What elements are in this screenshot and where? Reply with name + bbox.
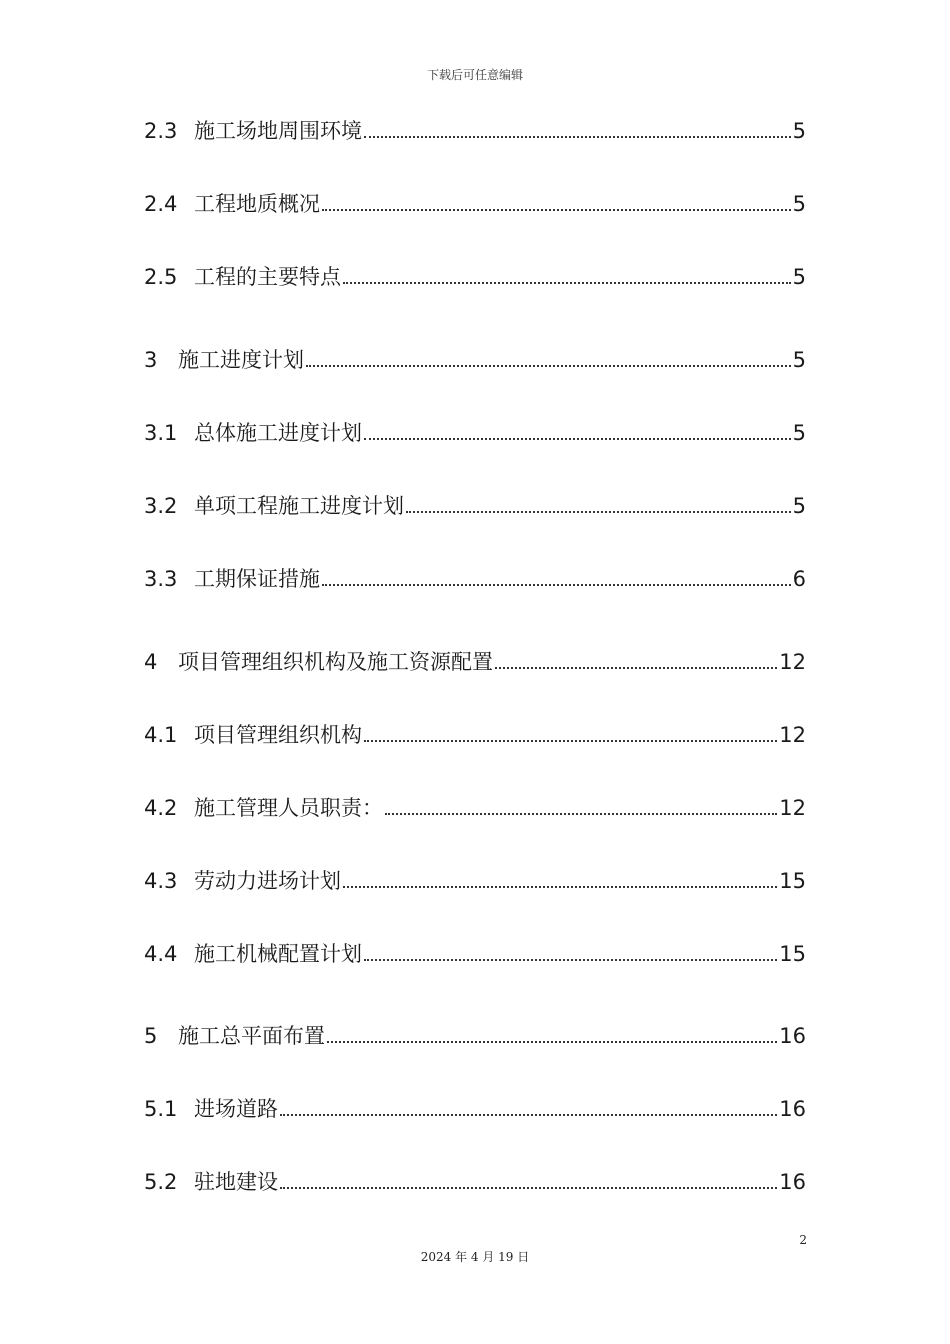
toc-dot-leader xyxy=(406,510,791,513)
toc-entry[interactable] xyxy=(144,116,806,146)
toc-entry-number: 4.4 xyxy=(144,942,178,966)
toc-entry[interactable] xyxy=(144,564,806,594)
toc-entry-title: 单项工程施工进度计划 xyxy=(194,494,404,518)
toc-entry-title: 施工管理人员职责： xyxy=(194,796,383,820)
toc-entry-page: 16 xyxy=(779,1170,806,1194)
toc-entry-number: 2.3 xyxy=(144,119,178,143)
toc-dot-leader xyxy=(364,135,791,138)
toc-entry[interactable] xyxy=(144,939,806,969)
footer-date: 2024 年 4 月 19 日 xyxy=(420,1250,530,1264)
toc-entry[interactable] xyxy=(144,1021,806,1051)
toc-entry-page: 15 xyxy=(779,942,806,966)
toc-entry-number: 4.1 xyxy=(144,723,178,747)
toc-entry-number: 2.4 xyxy=(144,192,178,216)
toc-entry[interactable] xyxy=(144,262,806,292)
toc-entry-page: 5 xyxy=(792,348,806,372)
toc-entry-number: 4.3 xyxy=(144,869,178,893)
toc-entry-number: 2.5 xyxy=(144,265,178,289)
toc-dot-leader xyxy=(322,583,791,586)
toc-entry-page: 5 xyxy=(792,119,806,143)
toc-entry-number: 5.1 xyxy=(144,1097,178,1121)
toc-dot-leader xyxy=(495,666,777,669)
toc-entry-page: 5 xyxy=(792,494,806,518)
toc-entry-title: 工程地质概况 xyxy=(194,192,320,216)
toc-entry-number: 5.2 xyxy=(144,1170,178,1194)
toc-entry-title: 施工机械配置计划 xyxy=(194,942,362,966)
toc-entry-title: 施工进度计划 xyxy=(178,348,304,372)
toc-entry-title: 项目管理组织机构 xyxy=(194,723,362,747)
toc-entry-title: 施工总平面布置 xyxy=(178,1024,325,1048)
toc-dot-leader xyxy=(343,885,777,888)
toc-entry-number: 3.3 xyxy=(144,567,178,591)
toc-entry-page: 5 xyxy=(792,421,806,445)
toc-dot-leader xyxy=(280,1113,777,1116)
toc-entry[interactable] xyxy=(144,189,806,219)
toc-entry-page: 16 xyxy=(779,1097,806,1121)
toc-entry-page: 12 xyxy=(779,650,806,674)
toc-dot-leader xyxy=(343,281,791,284)
toc-dot-leader xyxy=(327,1040,777,1043)
toc-entry[interactable] xyxy=(144,1167,806,1197)
toc-entry[interactable] xyxy=(144,866,806,896)
toc-dot-leader xyxy=(385,812,777,815)
toc-dot-leader xyxy=(306,364,791,367)
page-header: 下载后可任意编辑 xyxy=(426,68,523,82)
toc-entry-number: 4 xyxy=(144,650,158,674)
toc-entry-number: 5 xyxy=(144,1024,158,1048)
toc-dot-leader xyxy=(322,208,791,211)
toc-entry[interactable] xyxy=(144,793,806,823)
toc-entry[interactable] xyxy=(144,1094,806,1124)
toc-entry-page: 15 xyxy=(779,869,806,893)
toc-entry-page: 12 xyxy=(779,723,806,747)
toc-dot-leader xyxy=(280,1186,777,1189)
toc-entry-page: 5 xyxy=(792,192,806,216)
toc-entry[interactable] xyxy=(144,720,806,750)
toc-entry-number: 3.1 xyxy=(144,421,178,445)
toc-entry-title: 总体施工进度计划 xyxy=(194,421,362,445)
toc-entry-page: 16 xyxy=(779,1024,806,1048)
toc-dot-leader xyxy=(364,437,791,440)
toc-entry-page: 12 xyxy=(779,796,806,820)
toc-entry-number: 3 xyxy=(144,348,158,372)
toc-entry-title: 劳动力进场计划 xyxy=(194,869,341,893)
toc-entry[interactable] xyxy=(144,418,806,448)
toc-entry-title: 工程的主要特点 xyxy=(194,265,341,289)
toc-entry-title: 驻地建设 xyxy=(194,1170,278,1194)
toc-dot-leader xyxy=(364,958,777,961)
toc-entry-title: 施工场地周围环境 xyxy=(194,119,362,143)
toc-entry-title: 工期保证措施 xyxy=(194,567,320,591)
page-number: 2 xyxy=(799,1233,807,1247)
toc-entry-number: 4.2 xyxy=(144,796,178,820)
toc-entry-title: 进场道路 xyxy=(194,1097,278,1121)
toc-entry-page: 5 xyxy=(792,265,806,289)
toc-entry-title: 项目管理组织机构及施工资源配置 xyxy=(178,650,493,674)
toc-dot-leader xyxy=(364,739,777,742)
toc-entry-page: 6 xyxy=(792,567,806,591)
toc-entry[interactable] xyxy=(144,491,806,521)
toc-entry[interactable] xyxy=(144,647,806,677)
toc-entry-number: 3.2 xyxy=(144,494,178,518)
toc-entry[interactable] xyxy=(144,345,806,375)
